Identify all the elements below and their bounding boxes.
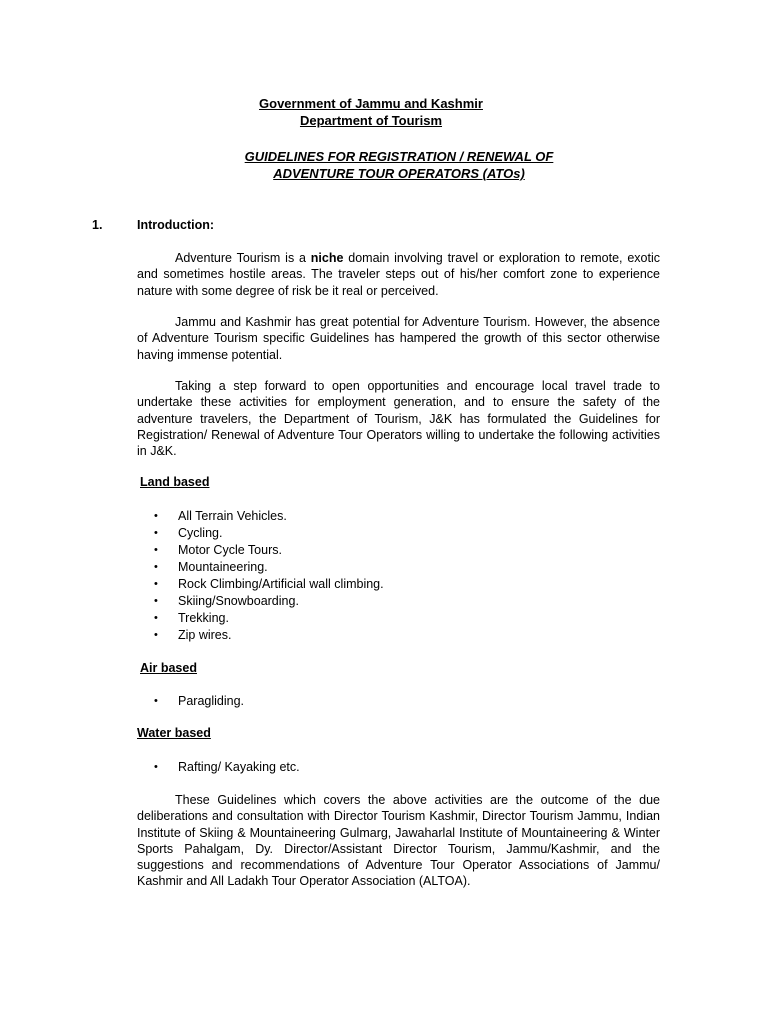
- list-item-label: Zip wires.: [178, 628, 232, 642]
- bullet-icon: •: [154, 595, 158, 607]
- bullet-icon: •: [154, 510, 158, 522]
- paragraph-text: domain involving travel or exploration to remote, exotic and sometimes hostile areas. The traveler steps out of his/her comfort zone to experience nature with some degree of risk be it real or perceived.: [137, 251, 660, 298]
- document-title-line2: ADVENTURE TOUR OPERATORS (ATOs): [273, 166, 525, 181]
- department-heading: Department of Tourism: [299, 113, 443, 128]
- bullet-icon: •: [154, 527, 158, 539]
- list-item-label: Rock Climbing/Artificial wall climbing.: [178, 577, 384, 591]
- emphasis-niche: niche: [310, 251, 344, 265]
- list-item: [154, 593, 384, 610]
- bullet-icon: •: [154, 695, 158, 707]
- water-based-heading: Water based: [137, 726, 211, 740]
- intro-paragraph-3: [137, 378, 660, 459]
- land-based-list: [154, 508, 384, 644]
- government-heading: Government of Jammu and Kashmir: [259, 96, 483, 111]
- bullet-icon: •: [154, 629, 158, 641]
- paragraph-text: Jammu and Kashmir has great potential for Adventure Tourism. However, the absence of Adventure Tourism specific Guidelines has hampered the growth of this sector otherwise having immense potential.: [137, 315, 660, 362]
- list-item-label: Mountaineering.: [178, 560, 268, 574]
- intro-paragraph-2: [137, 314, 660, 363]
- section-number: 1.: [92, 218, 103, 232]
- list-item: [154, 525, 384, 542]
- list-item: [154, 559, 384, 576]
- closing-paragraph: [137, 792, 660, 890]
- document-title-line1: GUIDELINES FOR REGISTRATION / RENEWAL OF: [244, 149, 554, 164]
- list-item-label: Paragliding.: [178, 694, 245, 708]
- paragraph-text: Adventure Tourism is a: [175, 251, 311, 265]
- paragraph-text: These Guidelines which covers the above activities are the outcome of the due deliberations and consultation with Director Tourism Kashmir, Director Tourism Jammu, Indian Institute of Skiing & Mountaineering Gulmarg, Jawaharlal Institute of Mountaineering & Winter Sports Pahalgam, Dy. Director/Assistant Director Tourism, Jammu/Kashmir, and the suggestions and recommendations of Adventure Tour Operator Associations of Jammu/ Kashmir and All Ladakh Tour Operator Association (ALTOA).: [137, 793, 660, 889]
- list-item-label: Motor Cycle Tours.: [178, 543, 282, 557]
- list-item: [154, 627, 384, 644]
- list-item: [154, 693, 244, 710]
- air-based-list: [154, 693, 244, 710]
- list-item-label: Skiing/Snowboarding.: [178, 594, 299, 608]
- list-item: [154, 576, 384, 593]
- list-item: [154, 610, 384, 627]
- bullet-icon: •: [154, 561, 158, 573]
- water-based-list: [154, 759, 300, 776]
- bullet-icon: •: [154, 761, 158, 773]
- land-based-heading: Land based: [140, 475, 210, 489]
- bullet-icon: •: [154, 544, 158, 556]
- air-based-heading: Air based: [140, 661, 197, 675]
- list-item-label: All Terrain Vehicles.: [178, 509, 287, 523]
- list-item: [154, 759, 300, 776]
- list-item-label: Rafting/ Kayaking etc.: [178, 760, 300, 774]
- list-item: [154, 508, 384, 525]
- list-item-label: Trekking.: [178, 611, 229, 625]
- paragraph-text: Taking a step forward to open opportunities and encourage local travel trade to undertake these activities for employment generation, and to ensure the safety of the adventure travelers, the Department of Tourism, J&K has formulated the Guidelines for Registration/ Renewal of Adventure Tour Operators willing to undertake the following activities in J&K.: [137, 379, 660, 459]
- intro-paragraph-1: [137, 250, 660, 299]
- bullet-icon: •: [154, 578, 158, 590]
- section-heading: Introduction:: [137, 218, 215, 232]
- bullet-icon: •: [154, 612, 158, 624]
- list-item-label: Cycling.: [178, 526, 223, 540]
- list-item: [154, 542, 384, 559]
